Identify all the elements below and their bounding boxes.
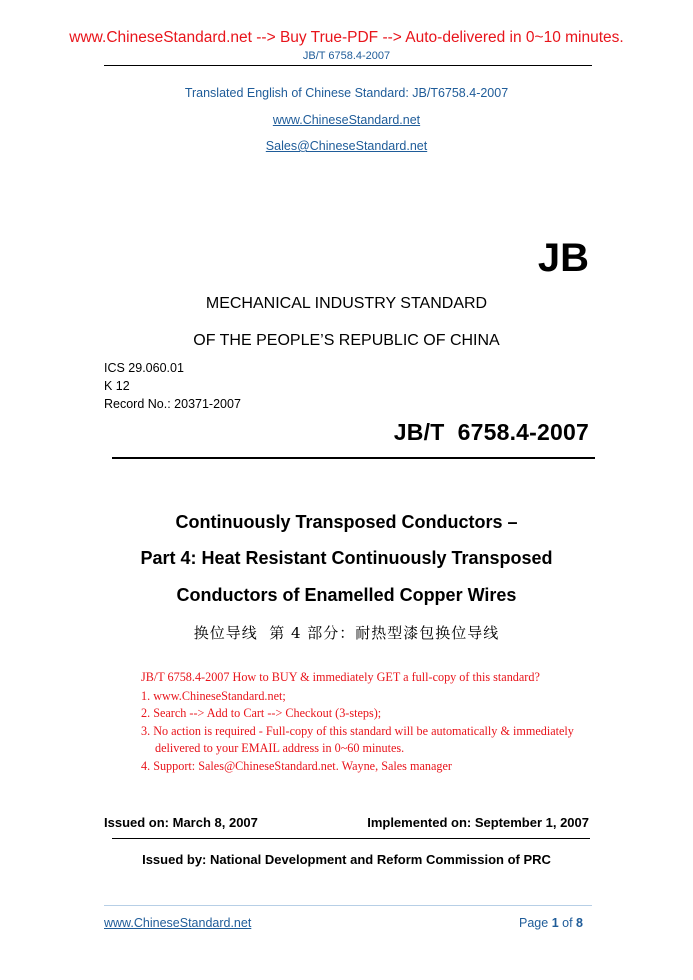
purchase-question: JB/T 6758.4-2007 How to BUY & immediately GET a full-copy of this standard? bbox=[141, 670, 540, 684]
doc-title-line2: Part 4: Heat Resistant Continuously Transposed bbox=[140, 548, 553, 568]
doc-title-chinese: 换位导线 第 4 部分：耐热型漆包换位导线 bbox=[193, 624, 500, 642]
issued-date: Issued on: March 8, 2007 bbox=[104, 815, 258, 830]
email-link[interactable]: Sales@ChineseStandard.net bbox=[265, 139, 428, 153]
footer-website-link[interactable]: www.ChineseStandard.net bbox=[104, 916, 252, 930]
purchase-step[interactable]: 1. www.ChineseStandard.net; bbox=[141, 688, 286, 703]
ics-code: ICS 29.060.01 bbox=[104, 361, 184, 375]
footer-divider bbox=[104, 905, 592, 906]
classification-code: K 12 bbox=[104, 379, 130, 393]
record-number: Record No.: 20371-2007 bbox=[104, 397, 241, 411]
purchase-step: 3. No action is required - Full-copy of this standard will be automatically & immediately delivered to your EMAIL address in 0~60 minutes. bbox=[141, 723, 574, 756]
header-divider bbox=[104, 65, 592, 66]
issuing-authority: Issued by: National Development and Reform Commission of PRC bbox=[142, 852, 551, 867]
purchase-instructions bbox=[141, 669, 611, 776]
purchase-step: 2. Search --> Add to Cart --> Checkout (3-steps); bbox=[141, 706, 382, 721]
divider bbox=[112, 838, 590, 839]
website-link[interactable]: www.ChineseStandard.net bbox=[272, 113, 421, 127]
standard-number: JB/T 6758.4-2007 bbox=[393, 419, 589, 445]
purchase-step: 4. Support: Sales@ChineseStandard.net. Wayne, Sales manager bbox=[141, 758, 452, 773]
header-doc-id: JB/T 6758.4-2007 bbox=[302, 50, 391, 62]
doc-title-line3: Conductors of Enamelled Copper Wires bbox=[176, 585, 517, 605]
divider bbox=[112, 457, 595, 459]
implemented-date: Implemented on: September 1, 2007 bbox=[367, 815, 589, 830]
page-indicator bbox=[519, 916, 583, 930]
standard-title-line2: OF THE PEOPLE’S REPUBLIC OF CHINA bbox=[193, 332, 500, 349]
doc-title-line1: Continuously Transposed Conductors – bbox=[175, 512, 518, 532]
standard-title-line1: MECHANICAL INDUSTRY STANDARD bbox=[205, 295, 488, 312]
standard-code: JB bbox=[537, 236, 589, 280]
total-pages: 8 bbox=[576, 916, 583, 930]
promo-banner[interactable]: www.ChineseStandard.net --> Buy True-PDF --> Auto-delivered in 0~10 minutes. bbox=[69, 29, 624, 46]
translated-note: Translated English of Chinese Standard: JB/T6758.4-2007 bbox=[184, 86, 509, 100]
of-label: of bbox=[562, 916, 573, 930]
page-label: Page bbox=[519, 916, 549, 930]
page-number: 1 bbox=[551, 916, 559, 930]
